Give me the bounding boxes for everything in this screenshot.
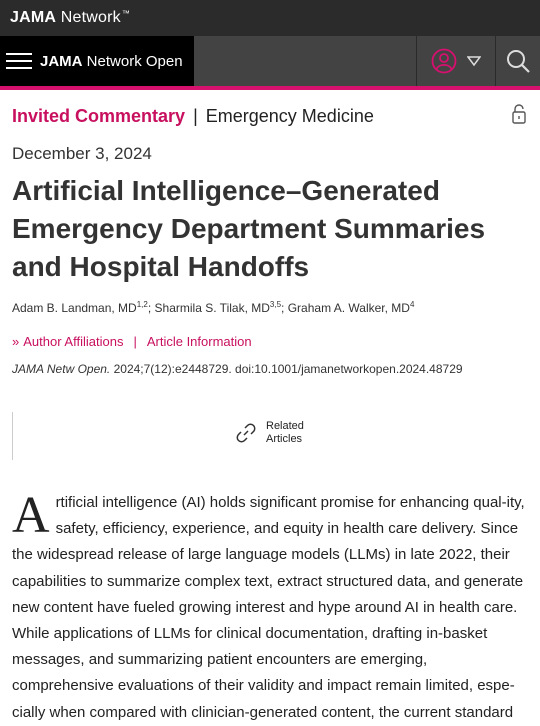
related-label-line1: Related — [266, 420, 304, 432]
article-category — [12, 106, 374, 127]
journal-logo[interactable] — [40, 53, 183, 70]
author-list — [12, 300, 414, 315]
double-chevron-right-icon: » — [12, 334, 20, 349]
accent-divider — [0, 86, 540, 90]
drop-cap: A — [12, 487, 50, 544]
hamburger-icon[interactable] — [6, 51, 32, 71]
article-links — [12, 334, 252, 349]
chevron-down-icon — [467, 55, 481, 67]
related-articles-button[interactable] — [234, 420, 304, 446]
article-information-link[interactable]: Article Information — [146, 334, 252, 349]
author-separator: ; — [281, 301, 285, 315]
publication-date: December 3, 2024 — [12, 144, 152, 163]
author-separator: ; — [147, 301, 152, 315]
author-affiliations-link[interactable]: Author Affiliations — [23, 334, 124, 349]
author-name[interactable]: Graham A. Walker, MD — [287, 301, 410, 315]
related-articles-label — [266, 420, 304, 446]
related-panel-border — [12, 412, 53, 460]
navbar-spacer — [194, 36, 416, 86]
article-specialty-link[interactable]: Emergency Medicine — [205, 106, 374, 126]
journal-navbar — [0, 36, 540, 86]
link-icon — [234, 421, 258, 445]
related-label-line2: Articles — [266, 433, 303, 445]
search-button[interactable] — [495, 36, 540, 86]
journal-name-rest: Network Open — [82, 52, 183, 70]
author-name[interactable]: Adam B. Landman, MD — [12, 301, 137, 315]
article-type-link[interactable]: Invited Commentary — [12, 106, 186, 126]
author-affiliation-sup: 3,5 — [269, 300, 282, 309]
author-affiliation-sup: 4 — [409, 300, 415, 309]
citation-details: 2024;7(12):e2448729. doi:10.1001/jamanetworkopen.2024.48729 — [110, 362, 463, 376]
article-body — [12, 487, 528, 726]
article-title: Artificial Intelligence–Generated Emergency Department Summaries and Hospital Handoffs — [12, 175, 486, 282]
author-name[interactable]: Sharmila S. Tilak, MD — [154, 301, 270, 315]
brand-rest: Network — [56, 9, 121, 26]
user-menu-button[interactable] — [416, 36, 495, 86]
citation-journal: JAMA Netw Open. — [12, 362, 111, 376]
journal-home-bar — [0, 36, 194, 86]
user-icon — [431, 48, 457, 74]
journal-name-bold: JAMA — [40, 52, 83, 70]
brand-bold: JAMA — [10, 9, 57, 26]
open-access-indicator — [512, 104, 526, 129]
article-body-text: rtificial intelligence (AI) holds significant promise for enhancing qual-ity, safety, efficiency, experience, and equity in health care delivery. Since the widespread release of large language models (LLMs) in late 2022, their capabilities to summarize complex text, extract structured data, and generate new content have fueled growing interest and hype around AI in health care. While applications of LLMs for clinical documentation, drafting in-basket messages, and summarizing patient encounters are emerging, comprehensive evaluations of their validity and impact remain limited, espe-cially when compared with clinician-generated content, the current standard — [12, 494, 525, 721]
network-topbar — [0, 0, 540, 36]
unlock-icon — [512, 104, 526, 124]
author-affiliation-sup: 1,2 — [136, 300, 148, 309]
search-icon — [505, 48, 531, 74]
brand-trademark: ™ — [121, 9, 131, 18]
links-divider: | — [133, 334, 137, 349]
network-logo[interactable] — [10, 9, 130, 27]
article-citation — [12, 362, 463, 376]
category-separator: | — [193, 106, 198, 126]
